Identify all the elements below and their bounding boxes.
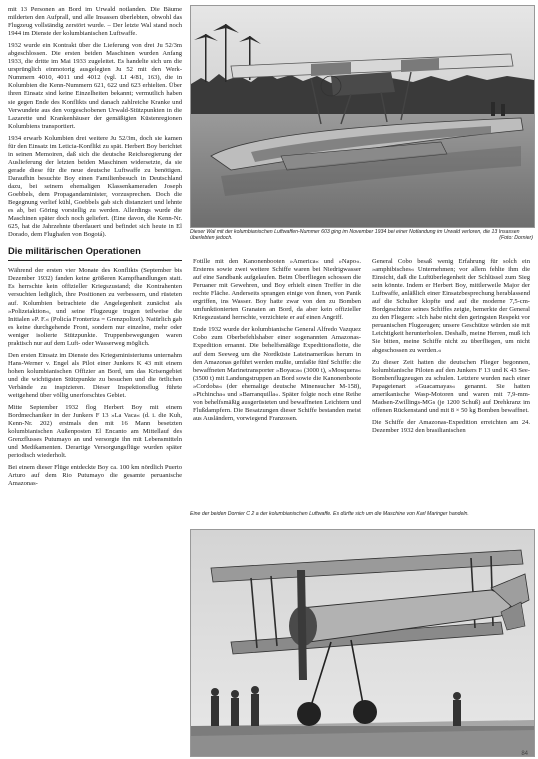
flying-boat-photo	[190, 5, 535, 228]
paragraph: General Cobo besaß wenig Erfahrung für solch ein »amphibisches« Unternehmen; vor allem fehlte ihm die Einsicht, daß die Luftüberlegenheit der Schlüssel zum Sieg sein könnte. Indem er Herbert Boy, mittlerweile Major der Luftwaffe, anläßlich einer Einsatzbesprechung herablassend auf die Schulter klopfte und auf die moderne 7,5-cm-Bordgeschütze seines Schiffes zeigte, bemerkte der General zu den Fliegern: »Ich habe nicht den geringsten Respekt vor peruanischen Flugzeugen; unsere Geschütze würden sie mit Leichtigkeit herunterholen. Deshalb, meine Herren, muß ich Sie bitten, meine Schiffe nicht zu überfliegen, um nicht abgeschossen zu werden.«	[372, 258, 530, 354]
paragraph: Fotille mit den Kanonenbooten »America« und »Napo«. Ersteres sowie zwei weitere Schiffe waren bei Niedrigwasser auf eine Sandbank aufgelaufen. Beim Überfliegen schossen die Peruaner mit Gewehren, und Boy erhielt einen Treffer in die rechte Fläche. Anderseits sprangen einige von ihnen, von Panik ergriffen, ins Wasser. Boy hatte zwar von den zu Bomben umfunktionierten Granaten an Bord, da aber kein offizieller Kriegszustand herrschte, verzichtete er auf einen Angriff.	[193, 258, 361, 322]
top-photo-caption	[190, 229, 533, 242]
bottom-photo-caption: Eine der beiden Dornier C 2 a der kolumbianischen Luftwaffe. Es dürfte sich um die Maschine von Karl Maringer handeln.	[190, 511, 469, 517]
left-text-column	[8, 6, 182, 493]
paragraph: 1932 wurde ein Kontrakt über die Lieferung von drei Ju 52/3m abgeschlossen. Die ersten beiden Maschinen wurden Anfang 1933, die dritte im Mai 1933 zugeleitet. Es handelte sich um die ursprünglich einmotorig ausgelegten Ju 52 mit den Werk-Nummern 4010, 4011 und 4012 (vgl. LI 4/81, 163), die in Kolumbien die Kenn-Nummern 621, 622 und 623 erhielten. Über ihren Einsatz sind keine Einzelheiten bekannt; vermutlich haben sie gegen Ende des Konflikts und danach zahlreiche Kranke und Verwundete aus den vorgeschobenen Urwald-Stützpunkten in die Lazarette und Krankenhäuser der gemäßigten Küstenregionen Kolumbiens transportiert.	[8, 42, 182, 130]
section-heading: Die militärischen Operationen	[8, 245, 182, 261]
paragraph: Zu dieser Zeit hatten die deutschen Flieger begonnen, kolumbianische Piloten auf den Junkers F 13 und K 43 See-Bombenflugzeugen zu schulen. Letztere wurden nach einer Papageienart »Guacamayas« genannt. Sie hatten amerikanische Wasp-Motoren und waren mit 7,9-mm-Madsen-Zwillings-MGs (je 1200 Schuß) auf Drehkranz im offenen Rückenstand und mit 8 × 50 kg Bomben bewaffnet.	[372, 358, 530, 414]
paragraph: Mitte September 1932 flog Herbert Boy mit einem Bordmechaniker in der Junkers F 13 »La Vaca« (d. i. die Kuh, Kenn-Nr. 202) erstmals den mit 16 Mann besetzten kolumbianischen Außenposten El Encanto am Mittellauf des Grenzflusses Putumayo an und versorgte ihn mit Lebensmitteln und Medikamenten. Derartige Versorgungsflüge wurden später periodisch wiederholt.	[8, 404, 182, 460]
photo-credit: (Foto: Dornier)	[499, 235, 533, 242]
paragraph: Bei einem dieser Flüge entdeckte Boy ca. 100 km nördlich Puerto Arturo auf dem Rio Putumayo die gesamte peruanische Amazonas-	[8, 464, 182, 488]
biplane-photo	[190, 529, 535, 757]
paragraph: 1934 erwarb Kolumbien drei weitere Ju 52/3m, doch sie kamen für den Einsatz im Leticia-Konflikt zu spät. Herbert Boy berichtet in seinen Memoiren, daß sich die deutsche Reichsregierung der Auslieferung der letzten beiden Maschinen widersetzte, da sie gerade diese für die neue deutsche Luftwaffe zu benötigen. Daraufhin besuchte Boy einen Familienbesuch in Deutschland dazu, bei seinem ehemaligen Klassenkameraden Joseph Goebbels, dem Propagandaminister, vorzusprechen. Doch die Begegnung verlief kühl, Goebbels gab sich distanziert und lehnte es ab, bei Göring vorstellig zu werden. Allerdings wurde die Maschinen später doch noch geliefert. (Eine davon, die Kenn-Nr. 625, hat die Jahrzehnte überdauert und befindet sich heute in El Dorado, dem Flughafen von Bogotá).	[8, 134, 182, 239]
paragraph: Den ersten Einsatz im Dienste des Kriegsministeriums unternahm Hans-Werner v. Engel als Pilot einer Junkers K 43 mit einem hohen kolumbianischen Offizier an Bord, um das Krisengebiet und die wichtigsten Stützpunkte zu besuchen und die örtlichen Verbände zu inspizieren. Dieser Inspektionsflug führte weitgehend über völlig unerforschtes Gebiet.	[8, 351, 182, 400]
right-text-column	[372, 258, 530, 439]
paragraph: Die Schiffe der Amazonas-Expedition erreichten am 24. Dezember 1932 den brasilianischen	[372, 418, 530, 434]
caption-text: Dieser Wal mit der kolumbianischen Luftwaffen-Nummer 603 ging im November 1934 bei einer Notlandung im Urwald verloren, die 13 Insassen überlebten jedoch.	[190, 229, 520, 242]
page-number: 84	[521, 751, 528, 757]
paragraph: Während der ersten vier Monate des Konflikts (September bis Dezember 1932) fanden keine größeren Kampfhandlungen statt. Es herrschte kein offizieller Kriegszustand; die Kontrahenten versuchten lediglich, ihre Positionen zu verbessern, und rüsteten auf. Kolumbien betrachtete die Angelegenheit zunächst als »Polizeiaktion«, und seine Flugzeuge trugen teilweise die Initialen »P. F.« (Policía Fronteriza = Grenzpolizei). Natürlich gab es keine durchgehende Front, sondern nur einzelne, mehr oder weniger isolierte Stützpunkte. Truppenbewegungen waren praktisch nur auf dem Luft- oder Wasserweg möglich.	[8, 267, 182, 347]
paragraph: Ende 1932 wurde der kolumbianische General Alfredo Vazquez Cobo zum Oberbefehlshaber einer sogenannten Amazonas-Expedition ernannt. Die behelfsmäßige Expeditionsflotte, die auf dem Seeweg um die Nordküste Lateinamerikas herum in den Amazonas geführt werden mußte, umfaßte fünf Schiffe: die bewaffneten Marinetransporter »Boyaca« (3000 t), »Mosquera« (3500 t) mit Landungstruppen an Bord sowie die Kanonenboote »Cordoba« (der ehemalige deutsche Minensucher M-158), »Pichincha« und »Barranquilla«. Später folgte noch eine Reihe von behelfsmäßig ausgerüsteten und bewaffneten Leichtern und Flußdampfern. Die Besatzungen dieser Schiffe bestanden meist aus Ausländern, vorwiegend Franzosen.	[193, 326, 361, 422]
paragraph: mit 13 Personen an Bord im Urwald notlanden. Die Bäume milderten den Aufprall, und alle Insassen überlebten, obwohl das Flugzeug vollständig zerstört wurde. – Der letzte Wal stand noch 1944 im Dienste der kolumbianischen Luftwaffe.	[8, 6, 182, 38]
middle-text-column	[193, 258, 361, 427]
